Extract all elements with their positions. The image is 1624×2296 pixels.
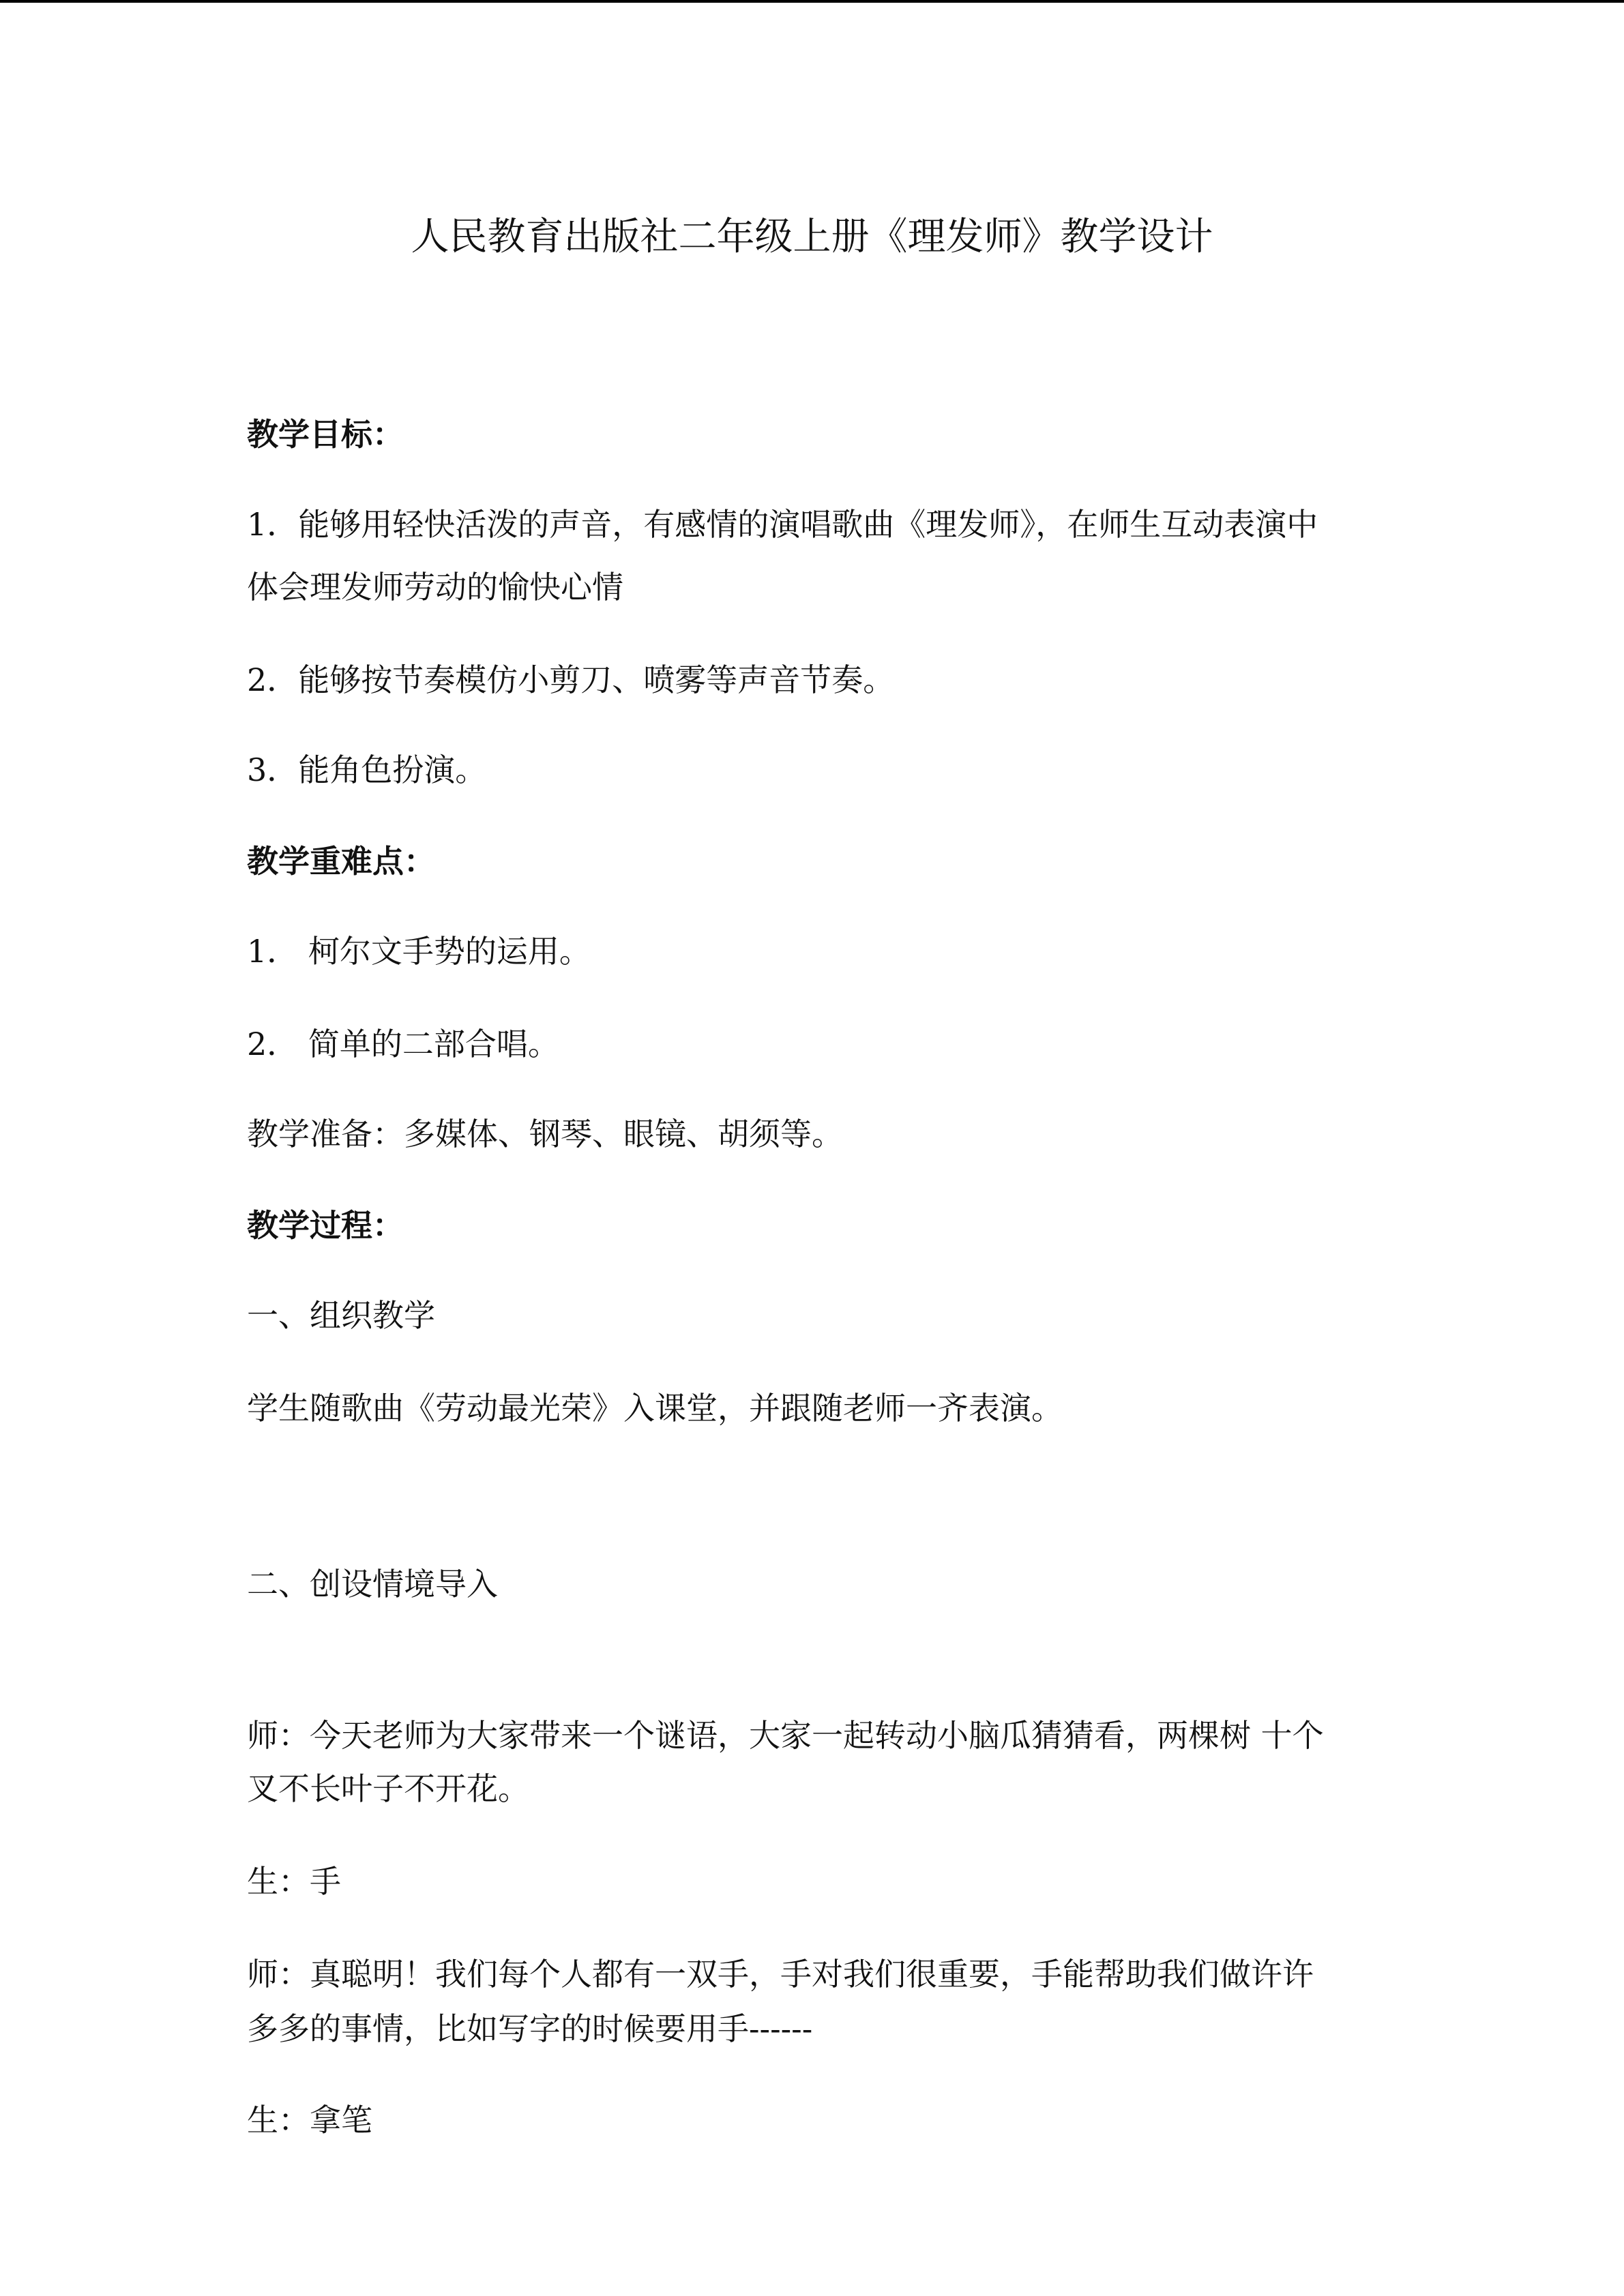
teaching-preparation: 教学准备：多媒体、钢琴、眼镜、胡须等。 [247,1116,843,1152]
key-point-2: 2． 简单的二部合唱。 [247,1026,559,1062]
teacher-dialogue-1-line-2: 叉不长叶子不开花。 [247,1770,529,1807]
teacher-dialogue-2-line-2: 多多的事情，比如写字的时候要用手------ [247,2010,813,2047]
student-answer-1: 生：手 [247,1863,341,1900]
goal-2: 2．能够按节奏模仿小剪刀、喷雾等声音节奏。 [247,661,895,698]
goal-3: 3．能角色扮演。 [247,751,487,788]
process-heading: 教学过程： [247,1207,404,1244]
page-title: 人民教育出版社二年级上册《理发师》教学设计 [411,215,1213,259]
step-1-text: 学生随歌曲《劳动最光荣》入课堂，并跟随老师一齐表演。 [247,1390,1063,1427]
step-2-heading: 二、创设情境导入 [247,1566,498,1602]
step-1-heading: 一、组织教学 [247,1297,435,1334]
teacher-dialogue-2-line-1: 师：真聪明！我们每个人都有一双手，手对我们很重要，手能帮助我们做许许 [247,1956,1314,1993]
page-top-border [0,0,1624,3]
goals-heading: 教学目标： [247,416,404,453]
student-answer-2: 生：拿笔 [247,2102,372,2138]
key-point-1: 1． 柯尔文手势的运用。 [247,933,591,970]
teacher-dialogue-1-line-1: 师：今天老师为大家带来一个谜语，大家一起转动小脑瓜猜猜看，两棵树 十个 [247,1717,1324,1754]
goal-1-line-2: 体会理发师劳动的愉快心情 [247,569,623,606]
key-points-heading: 教学重难点： [247,843,435,880]
goal-1-line-1: 1．能够用轻快活泼的声音，有感情的演唱歌曲《理发师》，在师生互动表演中 [247,506,1318,543]
